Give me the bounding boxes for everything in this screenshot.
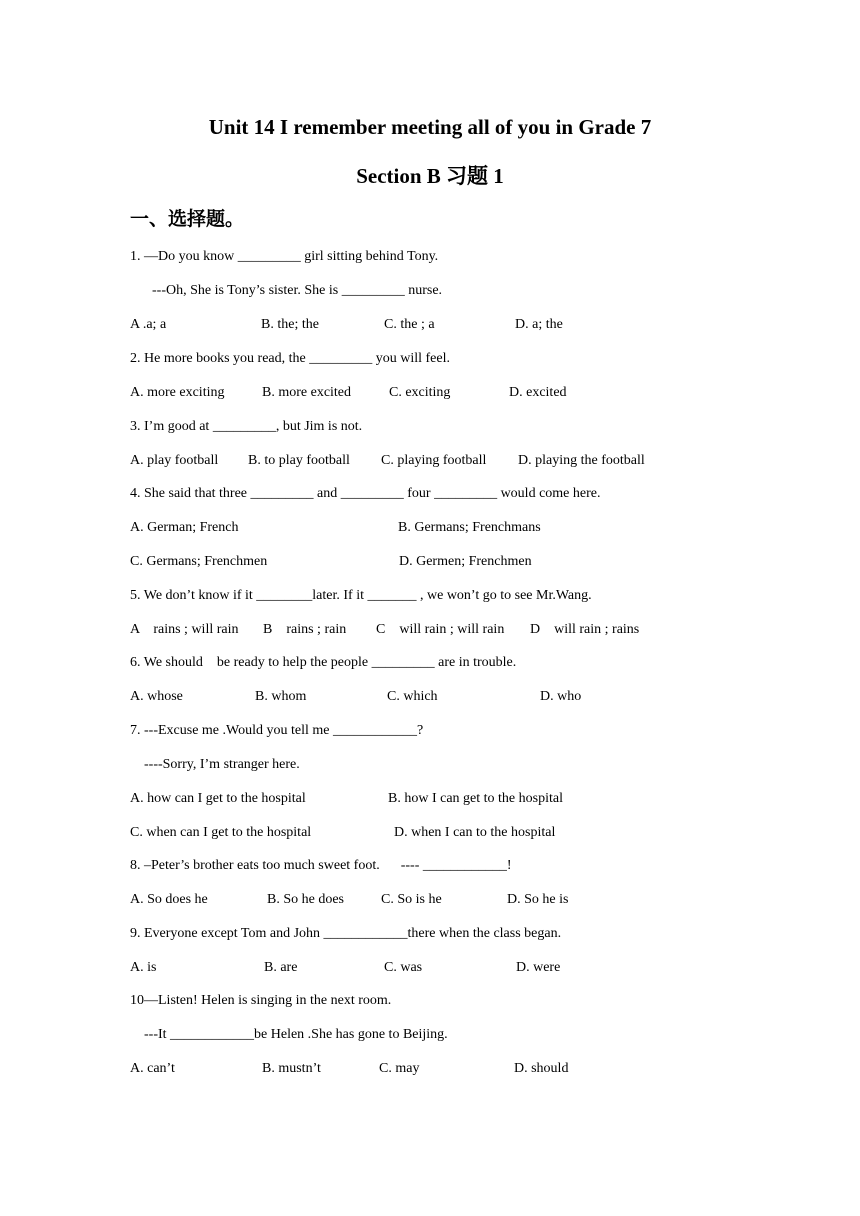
document-title: Unit 14 I remember meeting all of you in Grade 7 bbox=[208, 115, 652, 139]
q7-option-a: A. how can I get to the hospital bbox=[130, 791, 306, 806]
question-1: 1. —Do you know _________ girl sitting behind Tony. bbox=[130, 249, 439, 264]
document-subtitle: Section B 习题 1 bbox=[356, 164, 504, 188]
q10-option-c: C. may bbox=[379, 1061, 420, 1076]
q6-option-a: A. whose bbox=[130, 689, 183, 704]
question-6: 6. We should be ready to help the people _________ are in trouble. bbox=[130, 655, 517, 670]
q9-option-b: B. are bbox=[264, 960, 298, 975]
q2-option-c: C. exciting bbox=[389, 385, 451, 400]
q4-option-a: A. German; French bbox=[130, 520, 239, 535]
q8-option-b: B. So he does bbox=[267, 892, 344, 907]
q3-option-a: A. play football bbox=[130, 453, 219, 468]
q1-option-c: C. the ; a bbox=[384, 317, 435, 332]
question-2: 2. He more books you read, the _________ you will feel. bbox=[130, 351, 450, 366]
question-8: 8. –Peter’s brother eats too much sweet foot. ---- ____________! bbox=[130, 858, 512, 873]
question-4: 4. She said that three _________ and _________ four _________ would come here. bbox=[130, 486, 601, 501]
q5-option-b: B rains ; rain bbox=[263, 622, 347, 637]
q1-option-a: A .a; a bbox=[130, 317, 167, 332]
q5-option-c: C will rain ; will rain bbox=[376, 622, 505, 637]
question-10: 10—Listen! Helen is singing in the next room. bbox=[130, 993, 392, 1008]
question-3: 3. I’m good at _________, but Jim is not. bbox=[130, 419, 363, 434]
q4-option-d: D. Germen; Frenchmen bbox=[399, 554, 532, 569]
question-7-reply: ----Sorry, I’m stranger here. bbox=[144, 757, 300, 772]
question-9: 9. Everyone except Tom and John ____________there when the class began. bbox=[130, 926, 562, 941]
q8-option-d: D. So he is bbox=[507, 892, 569, 907]
q10-option-d: D. should bbox=[514, 1061, 569, 1076]
q8-option-c: C. So is he bbox=[381, 892, 442, 907]
q2-option-a: A. more exciting bbox=[130, 385, 225, 400]
q10-option-b: B. mustn’t bbox=[262, 1061, 321, 1076]
q5-option-a: A rains ; will rain bbox=[130, 622, 239, 637]
q1-option-b: B. the; the bbox=[261, 317, 319, 332]
q3-option-d: D. playing the football bbox=[518, 453, 645, 468]
q10-option-a: A. can’t bbox=[130, 1061, 175, 1076]
q2-option-d: D. excited bbox=[509, 385, 567, 400]
q5-option-d: D will rain ; rains bbox=[530, 622, 640, 637]
q6-option-d: D. who bbox=[540, 689, 582, 704]
section-heading: 一、选择题。 bbox=[130, 208, 245, 230]
q4-option-b: B. Germans; Frenchmans bbox=[398, 520, 541, 535]
q2-option-b: B. more excited bbox=[262, 385, 352, 400]
q9-option-c: C. was bbox=[384, 960, 423, 975]
q9-option-a: A. is bbox=[130, 960, 157, 975]
q7-option-c: C. when can I get to the hospital bbox=[130, 825, 312, 840]
q7-option-b: B. how I can get to the hospital bbox=[388, 791, 563, 806]
question-1-reply: ---Oh, She is Tony’s sister. She is _________ nurse. bbox=[152, 283, 443, 298]
question-10-reply: ---It ____________be Helen .She has gone to Beijing. bbox=[144, 1027, 448, 1042]
question-7: 7. ---Excuse me .Would you tell me ____________? bbox=[130, 723, 424, 738]
question-5: 5. We don’t know if it ________later. If it _______ , we won’t go to see Mr.Wang. bbox=[130, 588, 592, 603]
q9-option-d: D. were bbox=[516, 960, 561, 975]
q8-option-a: A. So does he bbox=[130, 892, 208, 907]
q4-option-c: C. Germans; Frenchmen bbox=[130, 554, 268, 569]
q6-option-c: C. which bbox=[387, 689, 438, 704]
q3-option-b: B. to play football bbox=[248, 453, 350, 468]
q7-option-d: D. when I can to the hospital bbox=[394, 825, 556, 840]
q3-option-c: C. playing football bbox=[381, 453, 487, 468]
q1-option-d: D. a; the bbox=[515, 317, 563, 332]
q6-option-b: B. whom bbox=[255, 689, 307, 704]
